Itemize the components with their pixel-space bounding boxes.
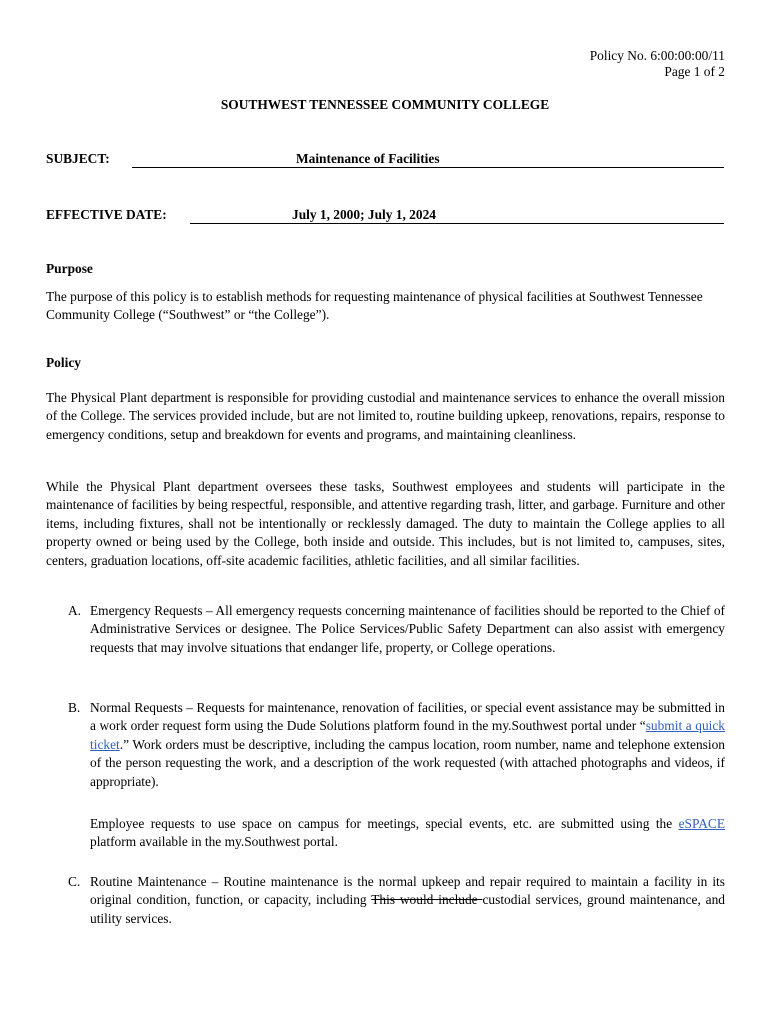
espace-link[interactable]: eSPACE (678, 816, 725, 831)
subject-row (46, 150, 724, 170)
subject-label: SUBJECT: (46, 151, 110, 166)
effective-date-row (46, 206, 724, 226)
employee-space-intro: Employee requests to use space on campus for meetings, special events, etc. are submitted using the (90, 816, 679, 831)
policy-paragraph-1: The Physical Plant department is responsible for providing custodial and maintenance services to enhance the overall mission of the College. The services provided include, but are not limited to, routine building upkeep, renovations, repairs, response to emergency conditions, setup and breakdown for events and programs, and maintaining cleanliness. (46, 390, 725, 442)
routine-maintenance-text (90, 873, 725, 928)
normal-requests-intro: Normal Requests – Requests for maintenance, renovation of facilities, or special event assistance may be submitted in a work order request form using the Dude Solutions platform found in the my.Southwest portal under “ (90, 700, 725, 734)
policy-heading: Policy (46, 355, 81, 370)
struck-text: This would include (371, 892, 483, 908)
subject-value: Maintenance of Facilities (296, 151, 440, 166)
purpose-text: The purpose of this policy is to establish methods for requesting maintenance of physical facilities at Southwest Tennessee Community College (“Southwest” or “the College”). (46, 289, 703, 323)
policy-paragraph-2: While the Physical Plant department oversees these tasks, Southwest employees and students will participate in the maintenance of facilities by being respectful, responsible, and attentive regarding trash, litter, and garbage. Furniture and other items, including fixtures, shall not be intentionally or recklessly damaged. The duty to maintain the College applies to all property owned or being used by the College, both inside and outside. This includes, but is not limited to, campuses, sites, centers, graduation locations, off-site academic facilities, athletic facilities, and all similar facilities. (46, 479, 725, 568)
list-marker-b: B. (68, 700, 81, 715)
routine-maintenance-intro: Routine Maintenance – Routine maintenance is the normal upkeep and repair required to maintain a facility in its original condition, function, or capacity, including (90, 874, 725, 908)
effective-date-value: July 1, 2000; July 1, 2024 (292, 207, 436, 222)
submit-quick-ticket-link[interactable]: submit a quick ticket (90, 718, 725, 752)
normal-requests-text (90, 699, 725, 791)
page-header (590, 48, 725, 80)
effective-date-label: EFFECTIVE DATE: (46, 207, 167, 222)
list-marker-c: C. (68, 874, 81, 889)
policy-number: Policy No. 6:00:00:00/11 (589, 48, 725, 63)
college-name: SOUTHWEST TENNESSEE COMMUNITY COLLEGE (220, 97, 550, 112)
list-marker-a: A. (68, 603, 82, 618)
effective-date-underline (190, 206, 724, 224)
employee-space-outro: platform available in the my.Southwest portal. (90, 834, 338, 850)
routine-maintenance-outro: custodial services, ground maintenance, and utility services. (90, 892, 725, 926)
employee-space-requests-text (90, 815, 725, 852)
purpose-heading: Purpose (46, 261, 93, 276)
emergency-requests-text: Emergency Requests – All emergency requests concerning maintenance of facilities should be reported to the Chief of Administrative Services or designee. The Police Services/Public Safety Department can also assist with emergency requests that may involve situations that endanger life, property, or College operations. (90, 603, 725, 655)
normal-requests-details: .” Work orders must be descriptive, including the campus location, room number, name and telephone extension of the person requesting the work, and a description of the work requested (with attached photographs and videos, if appropriate). (90, 736, 725, 789)
page-number: Page 1 of 2 (664, 64, 725, 79)
